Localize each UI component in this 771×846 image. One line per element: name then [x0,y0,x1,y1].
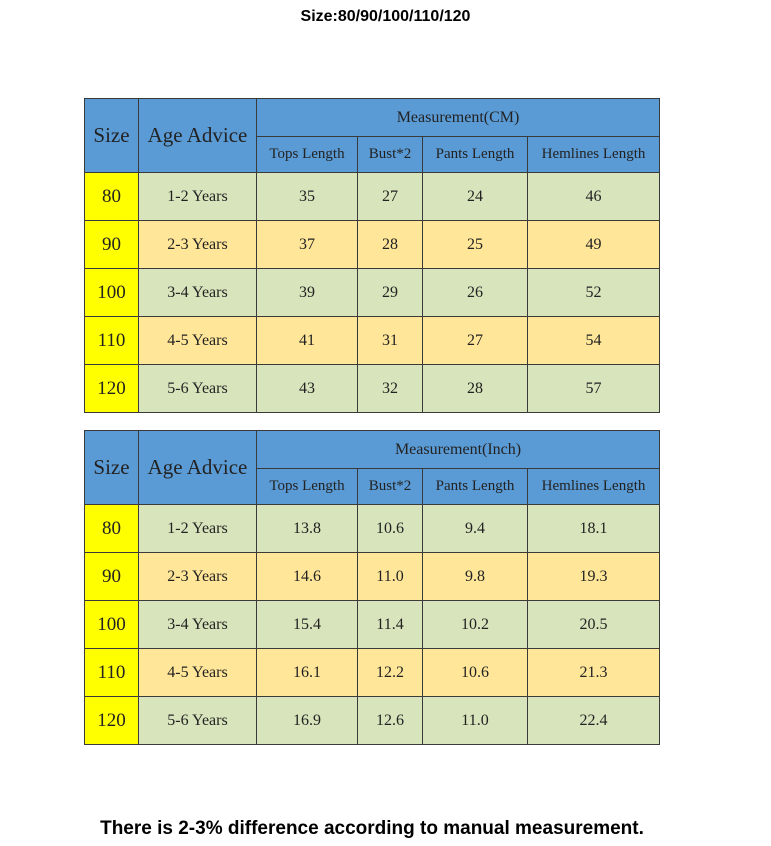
measurement-group-header: Measurement(Inch) [257,431,660,469]
tops-length-cell: 43 [257,365,358,413]
measurement-disclaimer: There is 2-3% difference according to manual measurement. [100,818,644,839]
hemlines-length-cell: 19.3 [528,553,660,601]
table-row [85,269,660,317]
hemlines-length-cell: 21.3 [528,649,660,697]
age-cell: 3-4 Years [139,269,257,317]
tops-length-cell: 16.1 [257,649,358,697]
pants-length-cell: 27 [423,317,528,365]
pants-length-cell: 24 [423,173,528,221]
size-cell: 90 [85,221,139,269]
tops-length-header: Tops Length [257,469,358,505]
table-row [85,649,660,697]
tops-length-cell: 41 [257,317,358,365]
bust-cell: 27 [358,173,423,221]
hemlines-length-cell: 54 [528,317,660,365]
pants-length-cell: 25 [423,221,528,269]
size-cell: 100 [85,269,139,317]
table-row [85,505,660,553]
age-cell: 5-6 Years [139,365,257,413]
tops-length-cell: 13.8 [257,505,358,553]
cm-size-table [84,98,660,413]
pants-length-header: Pants Length [423,137,528,173]
bust-cell: 11.0 [358,553,423,601]
age-cell: 4-5 Years [139,649,257,697]
size-cell: 120 [85,697,139,745]
size-cell: 100 [85,601,139,649]
hemlines-length-cell: 18.1 [528,505,660,553]
hemlines-length-header: Hemlines Length [528,137,660,173]
table-row [85,365,660,413]
pants-length-cell: 10.2 [423,601,528,649]
bust-cell: 12.6 [358,697,423,745]
hemlines-length-cell: 22.4 [528,697,660,745]
pants-length-cell: 9.4 [423,505,528,553]
table-row [85,601,660,649]
hemlines-length-cell: 46 [528,173,660,221]
pants-length-cell: 28 [423,365,528,413]
age-cell: 2-3 Years [139,221,257,269]
bust-header: Bust*2 [358,469,423,505]
bust-header: Bust*2 [358,137,423,173]
size-cell: 80 [85,505,139,553]
hemlines-length-cell: 57 [528,365,660,413]
hemlines-length-cell: 49 [528,221,660,269]
bust-cell: 28 [358,221,423,269]
size-cell: 80 [85,173,139,221]
table-row [85,221,660,269]
hemlines-length-cell: 20.5 [528,601,660,649]
bust-cell: 29 [358,269,423,317]
size-header: Size [85,99,139,173]
tops-length-cell: 39 [257,269,358,317]
tops-length-cell: 16.9 [257,697,358,745]
measurement-group-header: Measurement(CM) [257,99,660,137]
bust-cell: 11.4 [358,601,423,649]
bust-cell: 31 [358,317,423,365]
pants-length-header: Pants Length [423,469,528,505]
tops-length-cell: 35 [257,173,358,221]
age-cell: 2-3 Years [139,553,257,601]
size-cell: 90 [85,553,139,601]
table-row [85,553,660,601]
size-cell: 120 [85,365,139,413]
size-cell: 110 [85,317,139,365]
age-cell: 5-6 Years [139,697,257,745]
tops-length-cell: 37 [257,221,358,269]
table-row [85,173,660,221]
age-cell: 1-2 Years [139,505,257,553]
size-header: Size [85,431,139,505]
age-cell: 4-5 Years [139,317,257,365]
table-row [85,697,660,745]
bust-cell: 10.6 [358,505,423,553]
page-title: Size:80/90/100/110/120 [300,8,471,25]
hemlines-length-cell: 52 [528,269,660,317]
pants-length-cell: 9.8 [423,553,528,601]
pants-length-cell: 11.0 [423,697,528,745]
inch-size-table [84,430,660,745]
age-advice-header: Age Advice [139,99,257,173]
bust-cell: 12.2 [358,649,423,697]
age-cell: 3-4 Years [139,601,257,649]
size-cell: 110 [85,649,139,697]
table-row [85,317,660,365]
tops-length-header: Tops Length [257,137,358,173]
pants-length-cell: 10.6 [423,649,528,697]
age-cell: 1-2 Years [139,173,257,221]
age-advice-header: Age Advice [139,431,257,505]
tops-length-cell: 15.4 [257,601,358,649]
hemlines-length-header: Hemlines Length [528,469,660,505]
tops-length-cell: 14.6 [257,553,358,601]
pants-length-cell: 26 [423,269,528,317]
bust-cell: 32 [358,365,423,413]
